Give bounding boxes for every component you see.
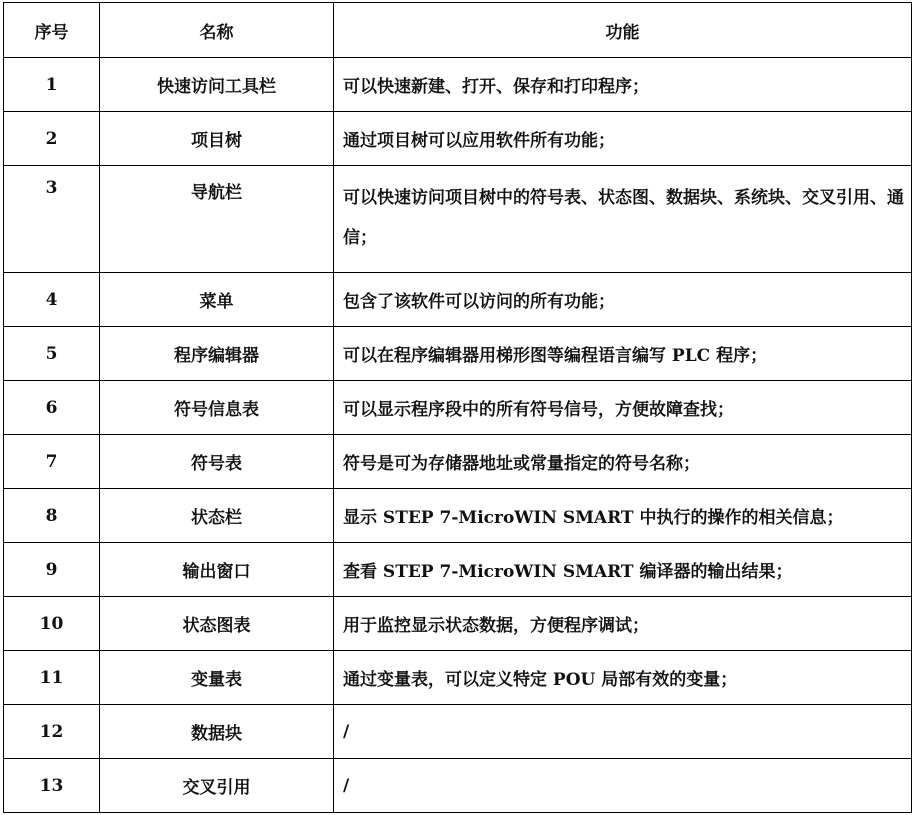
table-row — [4, 273, 912, 327]
row-name: 快速访问工具栏 — [100, 58, 334, 112]
table-row — [4, 327, 912, 381]
row-function: 用于监控显示状态数据，方便程序调试； — [334, 597, 912, 651]
row-function: 包含了该软件可以访问的所有功能； — [334, 273, 912, 327]
row-index: 3 — [4, 166, 100, 273]
header-index: 序号 — [4, 3, 100, 58]
header-function: 功能 — [334, 3, 912, 58]
row-function: 符号是可为存储器地址或常量指定的符号名称； — [334, 435, 912, 489]
row-function: 通过项目树可以应用软件所有功能； — [334, 112, 912, 166]
table-row — [4, 435, 912, 489]
row-name: 变量表 — [100, 651, 334, 705]
row-name: 导航栏 — [100, 166, 334, 273]
table-row — [4, 705, 912, 759]
row-function: / — [334, 705, 912, 759]
row-name: 符号信息表 — [100, 381, 334, 435]
row-index: 12 — [4, 705, 100, 759]
row-index: 7 — [4, 435, 100, 489]
row-name: 状态图表 — [100, 597, 334, 651]
row-function: 显示 STEP 7-MicroWIN SMART 中执行的操作的相关信息； — [334, 489, 912, 543]
row-index: 5 — [4, 327, 100, 381]
row-index: 4 — [4, 273, 100, 327]
row-name: 程序编辑器 — [100, 327, 334, 381]
row-index: 8 — [4, 489, 100, 543]
row-function: 可以显示程序段中的所有符号信号，方便故障查找； — [334, 381, 912, 435]
row-function: 查看 STEP 7-MicroWIN SMART 编译器的输出结果； — [334, 543, 912, 597]
row-index: 11 — [4, 651, 100, 705]
row-name: 输出窗口 — [100, 543, 334, 597]
header-row — [4, 3, 912, 58]
row-index: 9 — [4, 543, 100, 597]
table-row — [4, 759, 912, 813]
table-row — [4, 381, 912, 435]
row-function: 可以快速访问项目树中的符号表、状态图、数据块、系统块、交叉引用、通信； — [334, 166, 912, 273]
row-index: 10 — [4, 597, 100, 651]
row-function: 通过变量表，可以定义特定 POU 局部有效的变量； — [334, 651, 912, 705]
row-name: 符号表 — [100, 435, 334, 489]
table-row — [4, 112, 912, 166]
table-row — [4, 58, 912, 112]
row-function: 可以快速新建、打开、保存和打印程序； — [334, 58, 912, 112]
row-index: 6 — [4, 381, 100, 435]
table-row — [4, 597, 912, 651]
header-name: 名称 — [100, 3, 334, 58]
table-row — [4, 166, 912, 273]
row-function: 可以在程序编辑器用梯形图等编程语言编写 PLC 程序； — [334, 327, 912, 381]
row-index: 13 — [4, 759, 100, 813]
table-row — [4, 489, 912, 543]
row-name: 数据块 — [100, 705, 334, 759]
row-name: 状态栏 — [100, 489, 334, 543]
row-name: 交叉引用 — [100, 759, 334, 813]
row-function: / — [334, 759, 912, 813]
row-index: 2 — [4, 112, 100, 166]
row-name: 菜单 — [100, 273, 334, 327]
function-table — [3, 2, 912, 813]
table-row — [4, 543, 912, 597]
row-name: 项目树 — [100, 112, 334, 166]
row-index: 1 — [4, 58, 100, 112]
table-row — [4, 651, 912, 705]
